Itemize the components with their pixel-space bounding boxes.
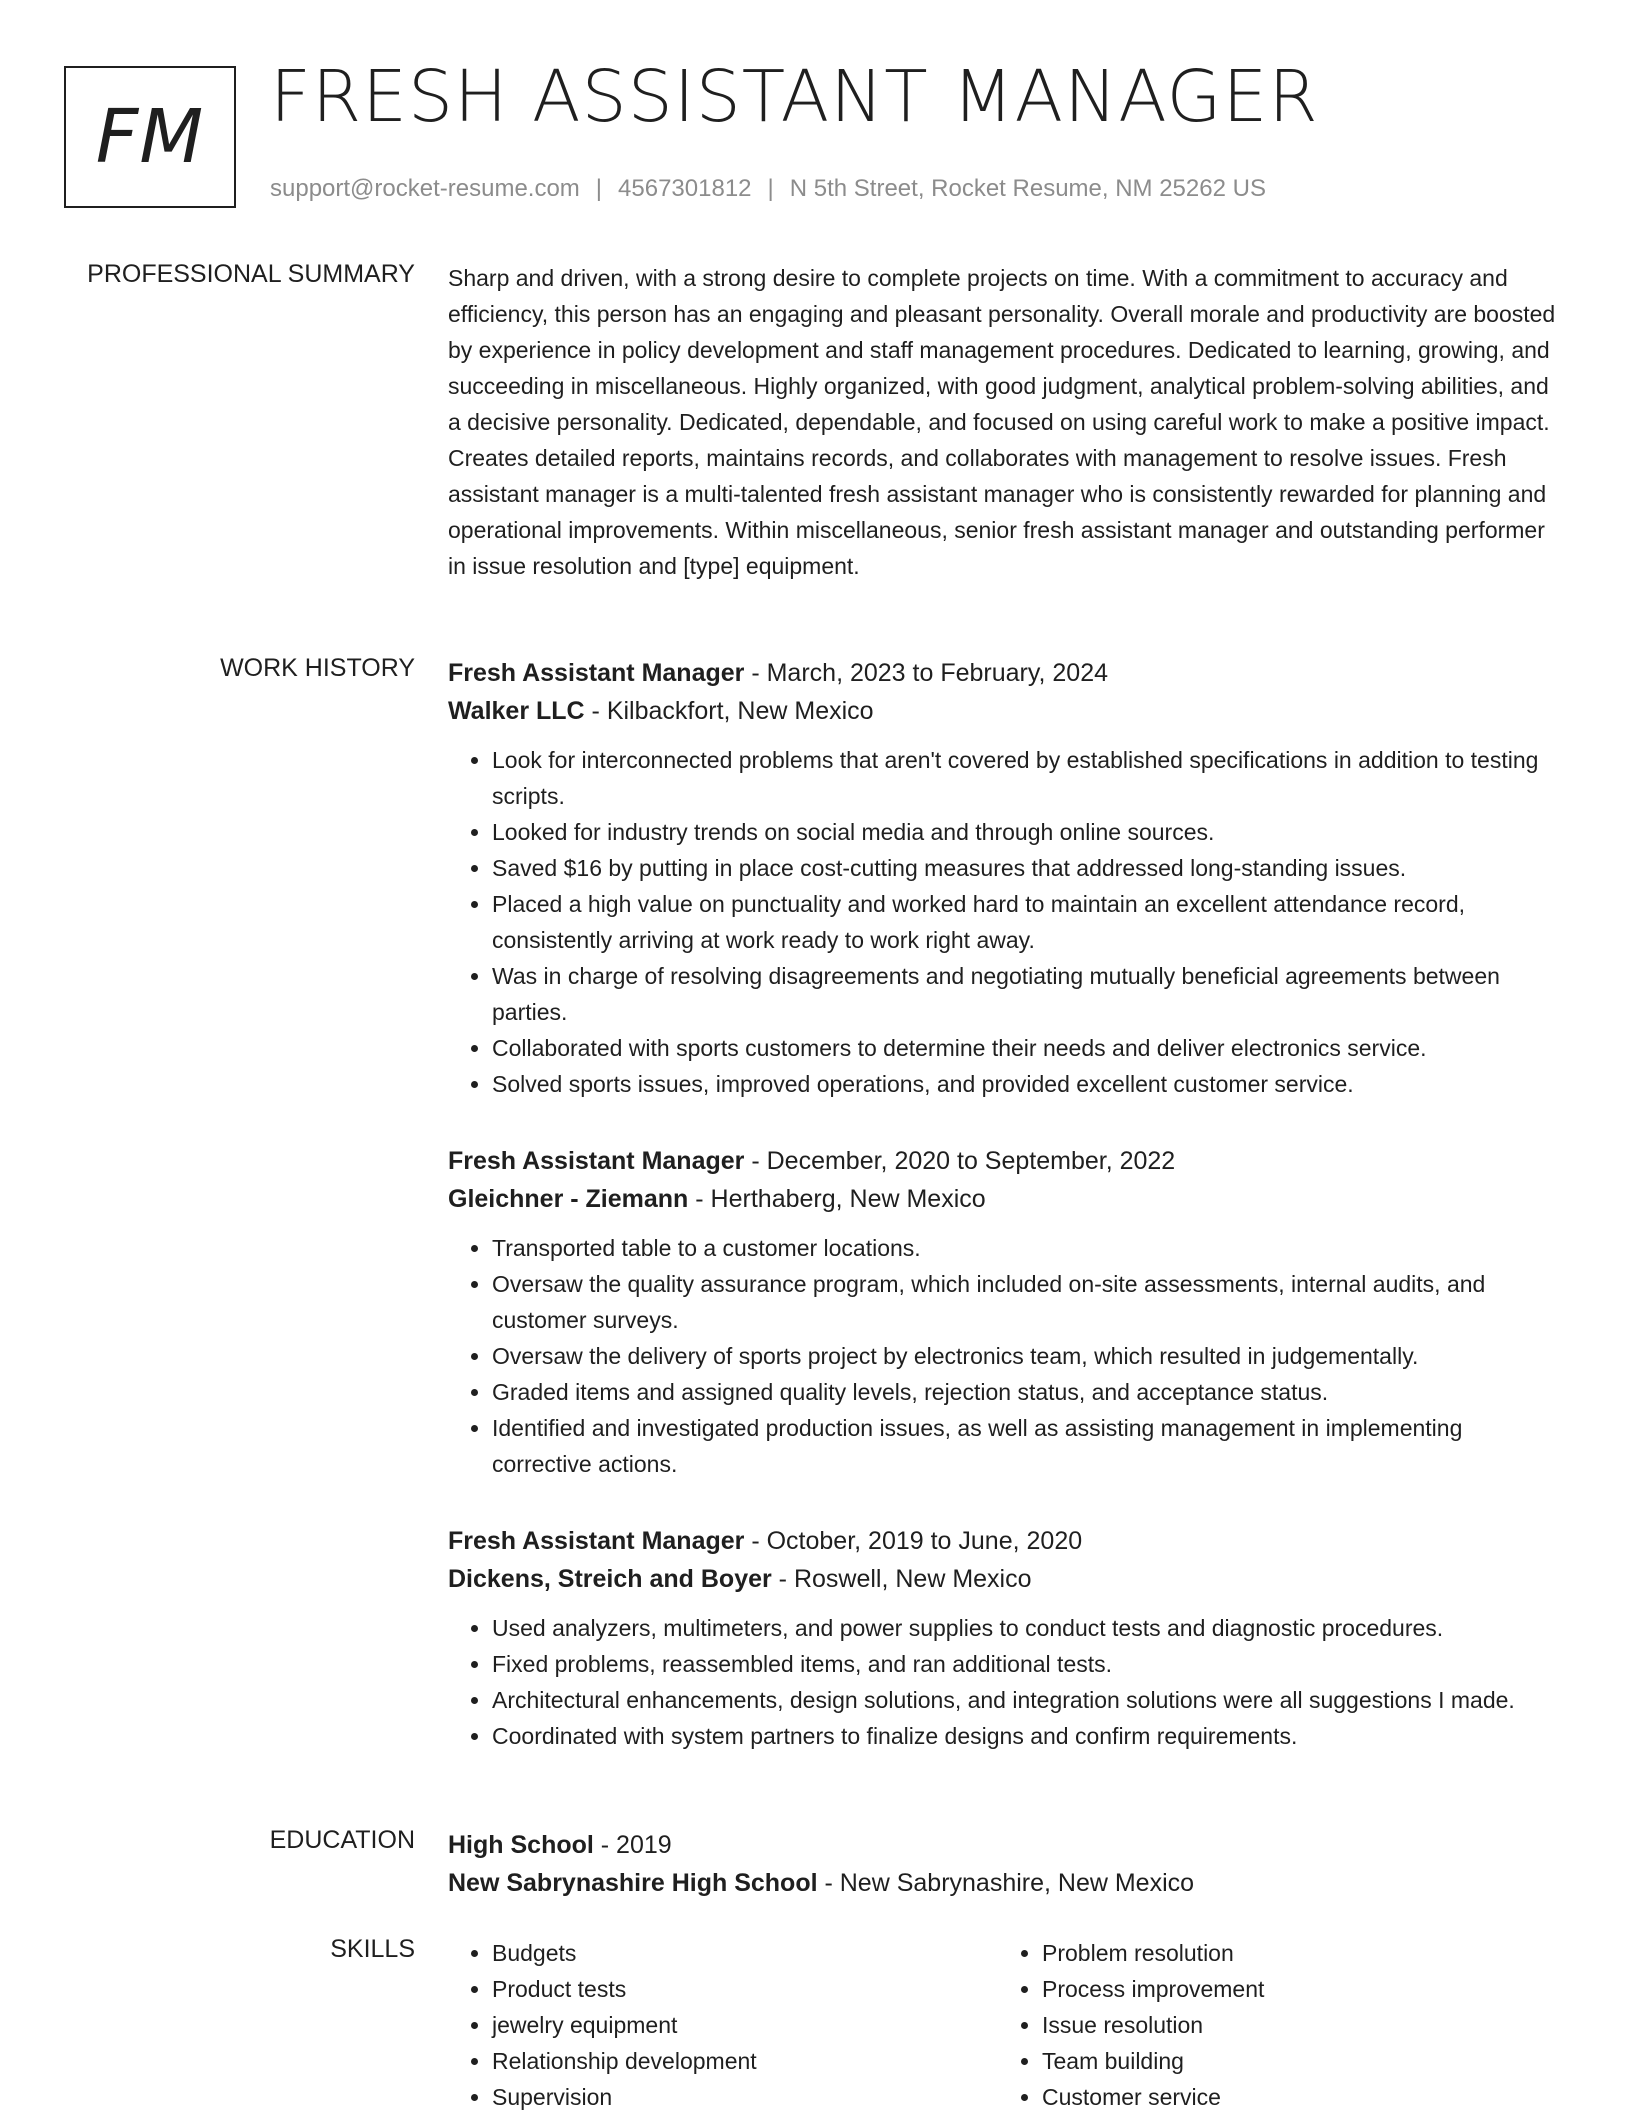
skill-item: • Budgets bbox=[492, 1935, 998, 1971]
skill-item: • jewelry equipment bbox=[492, 2007, 998, 2043]
education-school: New Sabrynashire High School bbox=[448, 1869, 818, 1897]
job-company: Gleichner - Ziemann bbox=[448, 1185, 689, 1213]
job-bullet: • Saved $16 by putting in place cost-cutting measures that addressed long-standing issues. bbox=[492, 850, 1560, 886]
summary-text: Sharp and driven, with a strong desire to complete projects on time. With a commitment to accuracy and efficiency, this person has an engaging and pleasant personality. Overall morale and productivity are boosted by experience in policy development and staff management procedures. Dedicated to learning, growing, and succeeding in miscellaneous. Highly organized, with good judgment, analytical problem-solving abilities, and a decisive personality. Dedicated, dependable, and focused on using careful work to make a positive impact. Creates detailed reports, maintains records, and collaborates with management to resolve issues. Fresh assistant manager is a multi-talented fresh assistant manager who is consistently rewarded for planning and operational improvements. Within miscellaneous, senior fresh assistant manager and outstanding performer in issue resolution and [type] equipment. bbox=[448, 265, 1556, 579]
job-bullet: • Collaborated with sports customers to determine their needs and deliver electronics service. bbox=[492, 1030, 1560, 1066]
job-bullet: • Was in charge of resolving disagreements and negotiating mutually beneficial agreements between parties. bbox=[492, 958, 1560, 1030]
skills-list-left bbox=[448, 1935, 998, 2115]
job-entry bbox=[448, 1142, 1560, 1482]
job-bullet: • Solved sports issues, improved operations, and provided excellent customer service. bbox=[492, 1066, 1560, 1102]
job-title: Fresh Assistant Manager bbox=[448, 1147, 745, 1175]
education-degree: High School bbox=[448, 1831, 594, 1859]
job-entry bbox=[448, 654, 1560, 1102]
job-bullets bbox=[448, 1230, 1560, 1482]
job-bullet: • Architectural enhancements, design solutions, and integration solutions were all suggestions I made. bbox=[492, 1682, 1560, 1718]
job-bullet: • Coordinated with system partners to finalize designs and confirm requirements. bbox=[492, 1718, 1560, 1754]
job-bullets bbox=[448, 1610, 1560, 1754]
skill-item: • Process improvement bbox=[1042, 1971, 1548, 2007]
job-bullets bbox=[448, 742, 1560, 1102]
education-location: - New Sabrynashire, New Mexico bbox=[817, 1869, 1195, 1897]
education-year: - 2019 bbox=[593, 1831, 672, 1859]
job-bullet: • Placed a high value on punctuality and worked hard to maintain an excellent attendance record, consistently arriving at work ready to work right away. bbox=[492, 886, 1560, 958]
skill-item: • Product tests bbox=[492, 1971, 998, 2007]
work-history-heading: WORK HISTORY bbox=[220, 654, 415, 682]
job-bullet: • Oversaw the quality assurance program, which included on-site assessments, internal audits, and customer surveys. bbox=[492, 1266, 1560, 1338]
job-bullet: • Identified and investigated production issues, as well as assisting management in implementing corrective actions. bbox=[492, 1410, 1560, 1482]
summary-heading: PROFESSIONAL SUMMARY bbox=[87, 260, 415, 288]
job-entry bbox=[448, 1522, 1560, 1754]
job-dates: - December, 2020 to September, 2022 bbox=[744, 1147, 1176, 1175]
job-location: - Kilbackfort, New Mexico bbox=[584, 697, 874, 725]
contact-address: N 5th Street, Rocket Resume, NM 25262 US bbox=[789, 175, 1266, 202]
job-bullet: • Look for interconnected problems that aren't covered by established specifications in addition to testing scripts. bbox=[492, 742, 1560, 814]
job-bullet: • Fixed problems, reassembled items, and ran additional tests. bbox=[492, 1646, 1560, 1682]
job-location: - Roswell, New Mexico bbox=[771, 1565, 1032, 1593]
job-bullet: • Oversaw the delivery of sports project by electronics team, which resulted in judgementally. bbox=[492, 1338, 1560, 1374]
skills-list-right bbox=[998, 1935, 1548, 2115]
job-company: Dickens, Streich and Boyer bbox=[448, 1565, 772, 1593]
job-title: Fresh Assistant Manager bbox=[448, 1527, 745, 1555]
candidate-name: FRESH ASSISTANT MANAGER bbox=[270, 55, 1319, 138]
contact-email[interactable]: support@rocket-resume.com bbox=[270, 175, 580, 202]
job-bullet: • Used analyzers, multimeters, and power supplies to conduct tests and diagnostic procedures. bbox=[492, 1610, 1560, 1646]
job-company: Walker LLC bbox=[448, 697, 585, 725]
skill-item: • Customer service bbox=[1042, 2079, 1548, 2115]
skill-item: • Problem resolution bbox=[1042, 1935, 1548, 1971]
skill-item: • Issue resolution bbox=[1042, 2007, 1548, 2043]
job-dates: - March, 2023 to February, 2024 bbox=[744, 659, 1109, 687]
skills-grid bbox=[448, 1935, 1560, 2115]
contact-separator: | bbox=[595, 175, 603, 202]
contact-phone[interactable]: 4567301812 bbox=[618, 175, 752, 202]
job-bullet: • Transported table to a customer locations. bbox=[492, 1230, 1560, 1266]
skill-item: • Relationship development bbox=[492, 2043, 998, 2079]
job-bullet: • Looked for industry trends on social media and through online sources. bbox=[492, 814, 1560, 850]
skills-heading: SKILLS bbox=[330, 1935, 415, 1963]
education-heading: EDUCATION bbox=[269, 1826, 415, 1854]
skill-item: • Team building bbox=[1042, 2043, 1548, 2079]
contact-separator: | bbox=[767, 175, 774, 202]
job-bullet: • Graded items and assigned quality levels, rejection status, and acceptance status. bbox=[492, 1374, 1560, 1410]
job-location: - Herthaberg, New Mexico bbox=[688, 1185, 986, 1213]
skill-item: • Supervision bbox=[492, 2079, 998, 2115]
contact-line bbox=[270, 175, 1266, 203]
job-dates: - October, 2019 to June, 2020 bbox=[744, 1527, 1083, 1555]
monogram-logo: FM bbox=[64, 66, 236, 208]
job-title: Fresh Assistant Manager bbox=[448, 659, 745, 687]
